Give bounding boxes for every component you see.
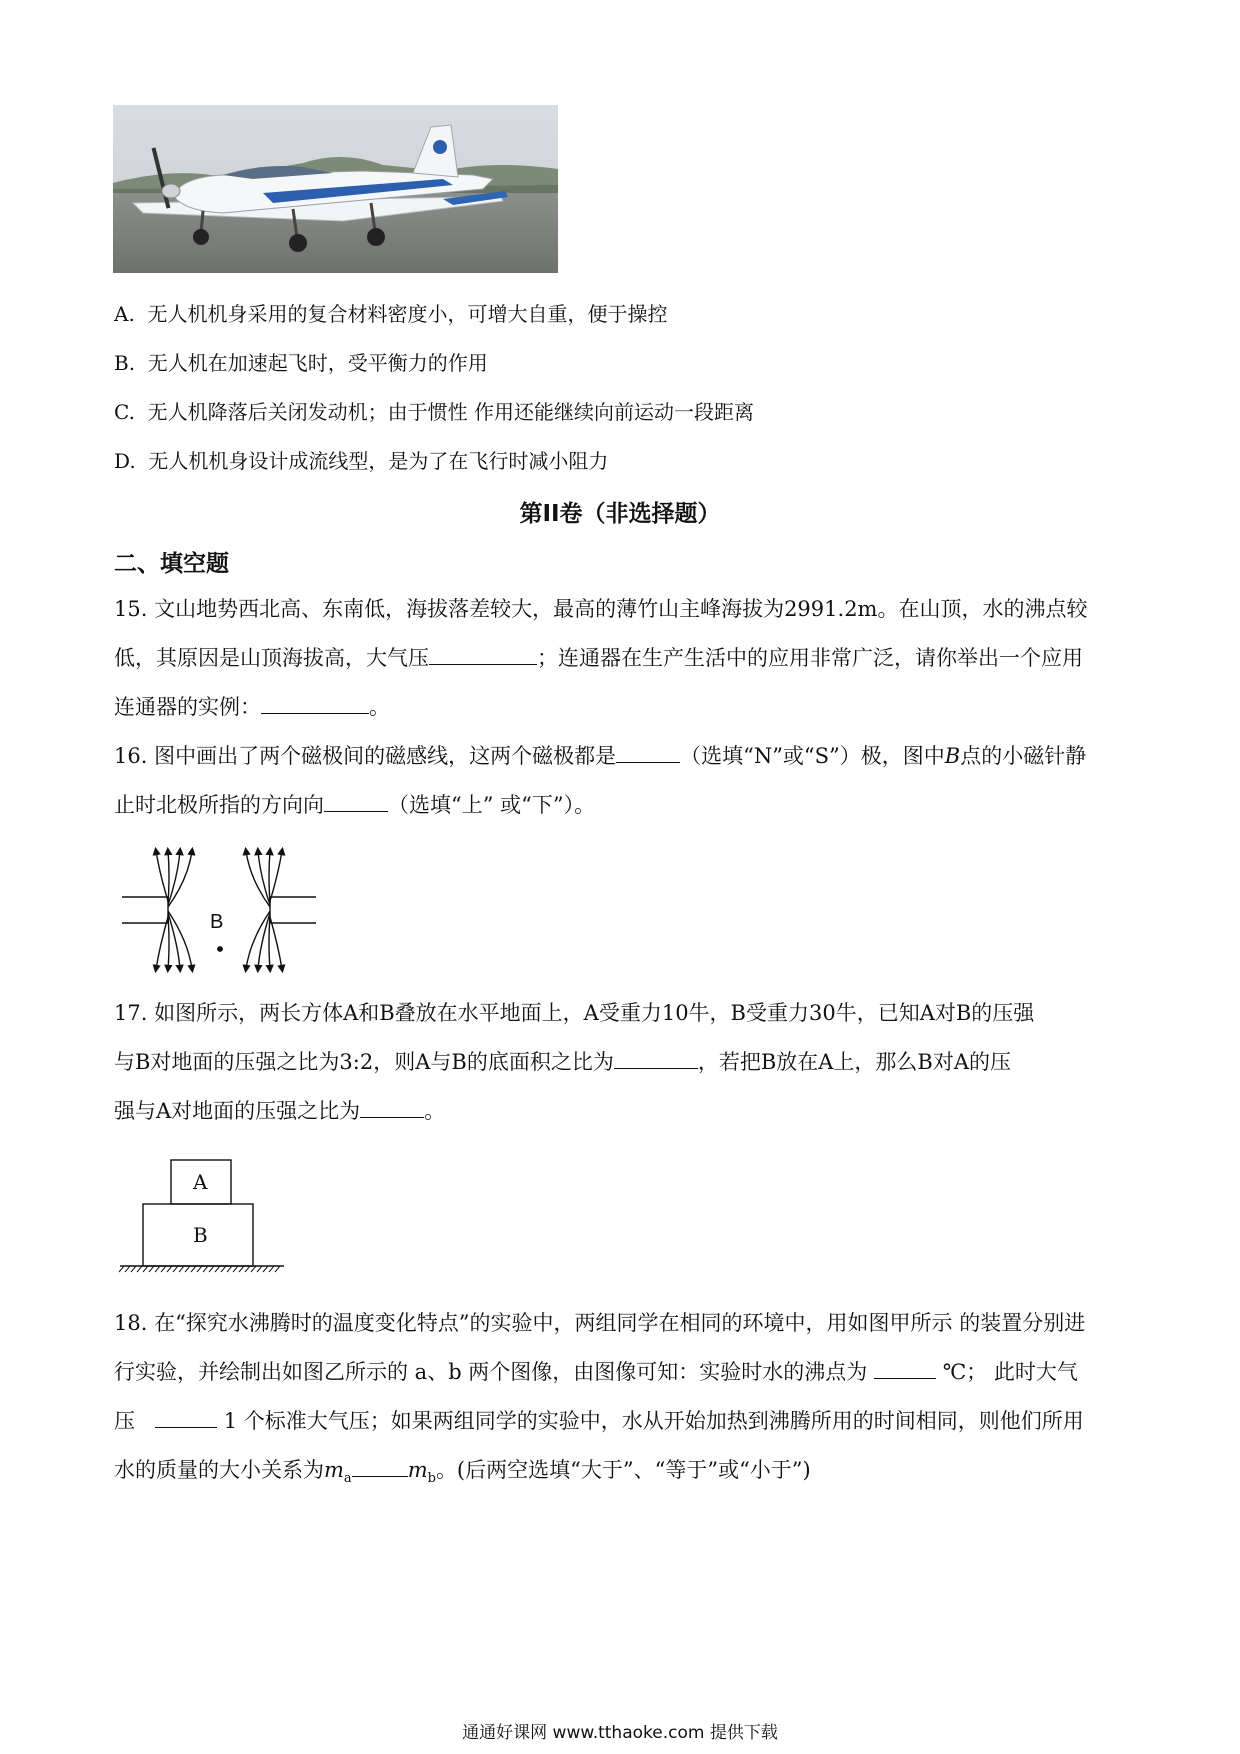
point-b-label: B <box>210 911 224 933</box>
q15-line-2: 低，其原因是山顶海拔高，大气压 ；连通器在生产生活中的应用非常广泛，请你举出一个应用 <box>114 646 1083 670</box>
q17-line-1: 17. 如图所示，两长方体A和B叠放在水平地面上，A受重力10牛，B受重力30牛，已知A对B的压强 <box>114 1001 1035 1025</box>
q15-blank-1[interactable] <box>429 646 537 665</box>
option-a: A. 无人机机身采用的复合材料密度小，可增大自重，便于操控 <box>114 302 668 326</box>
q16-blank-1[interactable] <box>616 744 680 763</box>
q18-blank-1[interactable] <box>874 1360 936 1379</box>
stacked-blocks-diagram <box>118 1158 288 1280</box>
q17-blank-2[interactable] <box>360 1099 424 1118</box>
part-title: 第II卷（非选择题） <box>519 501 721 527</box>
block-a-label: A <box>193 1170 208 1194</box>
option-b: B. 无人机在加速起飞时，受平衡力的作用 <box>114 351 488 375</box>
q17-line-2: 与B对地面的压强之比为3:2，则A与B的底面积之比为 ，若把B放在A上，那么B对A的压 <box>114 1050 1012 1074</box>
q16-line-2: 止时北极所指的方向向 （选填“上” 或“下”）。 <box>114 793 596 817</box>
magnetic-field-diagram <box>120 845 320 975</box>
q17-blank-1[interactable] <box>614 1050 698 1069</box>
q16-line-1: 16. 图中画出了两个磁极间的磁感线，这两个磁极都是 （选填“N”或“S”）极，图中B点的小磁针静 <box>114 744 1087 768</box>
drone-airplane-photo <box>113 105 558 273</box>
q18-line-3: 压 1 个标准大气压；如果两组同学的实验中，水从开始加热到沸腾所用的时间相同，则他们所用 <box>114 1409 1084 1433</box>
q18-blank-2[interactable] <box>155 1409 217 1428</box>
q18-line-1: 18. 在“探究水沸腾时的温度变化特点”的实验中，两组同学在相同的环境中，用如图甲所示 的装置分别进 <box>114 1311 1086 1335</box>
q15-blank-2[interactable] <box>261 695 369 714</box>
q18-line-4: 水的质量的大小关系为$m_a$ $m_b$。(后两空选填“大于”、“等于”或“小于”) <box>114 1458 811 1487</box>
q18-blank-3[interactable] <box>352 1458 408 1477</box>
option-c: C. 无人机降落后关闭发动机；由于惯性 作用还能继续向前运动一段距离 <box>114 400 755 424</box>
q15-line-3: 连通器的实例： 。 <box>114 695 390 719</box>
option-d: D. 无人机机身设计成流线型，是为了在飞行时减小阻力 <box>114 449 609 473</box>
q16-blank-2[interactable] <box>324 793 388 812</box>
q18-line-2: 行实验，并绘制出如图乙所示的 a、b 两个图像，由图像可知：实验时水的沸点为 ℃； 此时大气 <box>114 1360 1078 1384</box>
section-title: 二、填空题 <box>114 551 229 577</box>
q15-line-1: 15. 文山地势西北高、东南低，海拔落差较大，最高的薄竹山主峰海拔为2991.2m。在山顶，水的沸点较 <box>114 597 1088 621</box>
footer-source: 通通好课网 www.tthaoke.com 提供下载 <box>462 1723 778 1743</box>
block-b-label: B <box>193 1223 208 1247</box>
q17-line-3: 强与A对地面的压强之比为 。 <box>114 1099 446 1123</box>
